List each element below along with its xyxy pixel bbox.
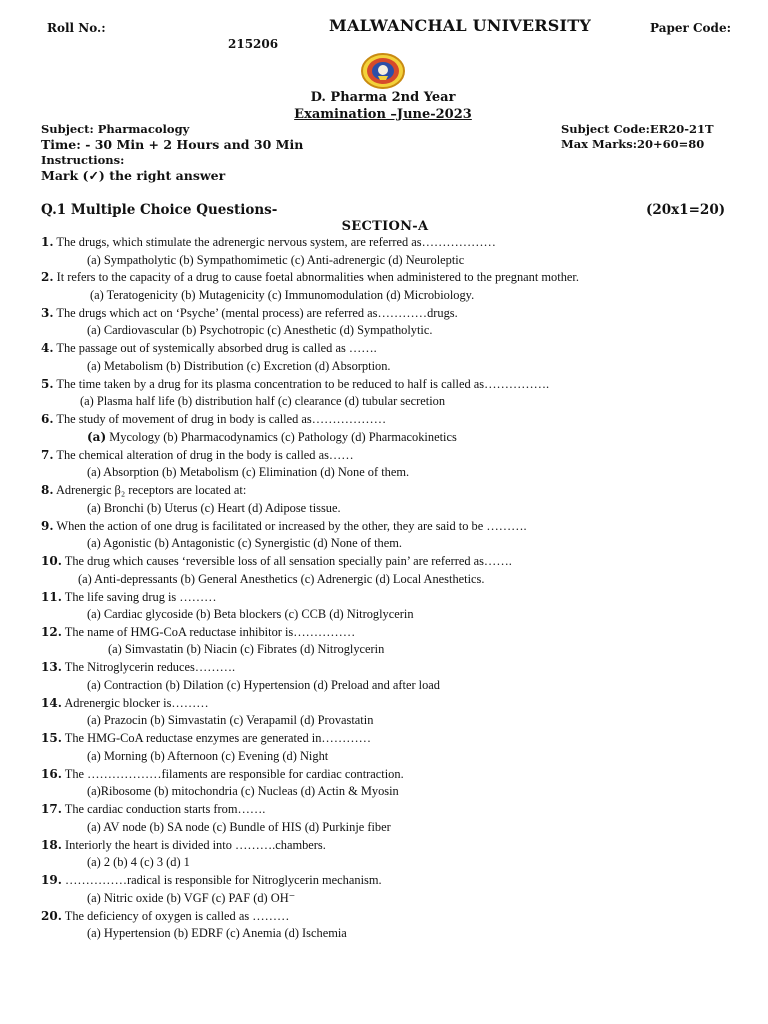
question-7 [41, 448, 741, 462]
question-text: The study of movement of drug in body is called as……………… [56, 412, 387, 427]
exam-line: Examination –June-2023 [294, 107, 472, 122]
question-text: Adrenergic β₂ receptors are located at: [55, 483, 247, 498]
roll-number: 215206 [228, 37, 279, 51]
question-10 [41, 554, 741, 568]
option-text: (a) AV node (b) SA node (c) Bundle of HIS (d) Purkinje fiber [87, 819, 391, 834]
question-number: 16. [41, 766, 62, 781]
question-11 [41, 590, 741, 604]
answer-options-10[interactable] [78, 572, 768, 586]
answer-options-15[interactable] [87, 749, 768, 763]
answer-options-9[interactable] [87, 536, 768, 550]
answer-options-5[interactable] [80, 394, 768, 408]
question-number: 14. [41, 695, 62, 710]
question-number: 3. [41, 305, 54, 320]
question-15 [41, 731, 741, 745]
question-2 [41, 270, 741, 284]
question-number: 7. [41, 447, 54, 462]
question-text: The deficiency of oxygen is called as ……… [64, 908, 290, 923]
option-text: (a) Contraction (b) Dilation (c) Hypertension (d) Preload and after load [87, 677, 441, 692]
answer-options-6[interactable] [87, 430, 768, 444]
option-text: (a) Agonistic (b) Antagonistic (c) Synergistic (d) None of them. [87, 536, 402, 551]
question-number: 4. [41, 341, 54, 356]
question-8 [41, 483, 741, 497]
question-number: 9. [41, 518, 54, 533]
question-20 [41, 909, 741, 923]
option-text: (a) Bronchi (b) Uterus (c) Heart (d) Adipose tissue. [87, 500, 341, 515]
subject: Subject: Pharmacology [41, 122, 190, 136]
paper-code-label: Paper Code: [650, 21, 732, 35]
question-number: 17. [41, 802, 62, 817]
answer-options-13[interactable] [87, 678, 768, 692]
question-text: The Nitroglycerin reduces………. [64, 660, 236, 675]
question-4 [41, 341, 741, 355]
question-number: 12. [41, 624, 62, 639]
option-text: (a) Cardiac glycoside (b) Beta blockers (c) CCB (d) Nitroglycerin [87, 607, 414, 621]
time-allowed: Time: - 30 Min + 2 Hours and 30 Min [41, 137, 304, 152]
question-16 [41, 767, 741, 781]
answer-options-19[interactable] [87, 891, 768, 905]
question-number: 1. [41, 235, 54, 249]
question-text: The cardiac conduction starts from……. [64, 802, 266, 817]
question-13 [41, 660, 741, 674]
question-text: The ………………filaments are responsible for cardiac contraction. [64, 766, 404, 781]
option-text: (a) Teratogenicity (b) Mutagenicity (c) Immunomodulation (d) Microbiology. [90, 287, 475, 302]
question-marks: (20x1=20) [646, 202, 726, 218]
question-text: ……………radical is responsible for Nitroglycerin mechanism. [65, 873, 382, 888]
question-text: The drug which causes ‘reversible loss of all sensation specially pain’ are referred as……. [64, 554, 512, 569]
answer-options-17[interactable] [87, 820, 768, 834]
question-12 [41, 625, 741, 639]
answer-options-3[interactable] [87, 323, 768, 337]
option-text: (a) Anti-depressants (b) General Anesthetics (c) Adrenergic (d) Local Anesthetics. [78, 571, 485, 586]
question-number: 18. [41, 837, 62, 852]
question-number: 10. [41, 554, 62, 569]
question-text: When the action of one drug is facilitated or increased by the other, they are said to be ………. [56, 518, 527, 533]
university-logo [359, 52, 407, 90]
answer-options-16[interactable] [87, 784, 768, 798]
question-17 [41, 802, 741, 816]
class-line: D. Pharma 2nd Year [310, 90, 456, 105]
question-number: 8. [41, 483, 54, 498]
option-text: (a) Absorption (b) Metabolism (c) Elimination (d) None of them. [87, 465, 410, 480]
subject-code: Subject Code:ER20-21T [561, 122, 714, 136]
roll-label: Roll No.: [47, 21, 106, 35]
option-text: (a) Cardiovascular (b) Psychotropic (c) Anesthetic (d) Sympatholytic. [87, 323, 433, 338]
question-number: 19. [41, 873, 62, 888]
answer-options-12[interactable] [108, 642, 768, 656]
option-text: (a)Ribosome (b) mitochondria (c) Nucleas (d) Actin & Myosin [87, 784, 399, 799]
option-text: (a) Simvastatin (b) Niacin (c) Fibrates (d) Nitroglycerin [108, 642, 385, 657]
answer-options-20[interactable] [87, 926, 768, 940]
question-number: 11. [41, 589, 62, 604]
university-name: MALWANCHAL UNIVERSITY [329, 16, 591, 35]
question-number: 6. [41, 412, 54, 427]
mark-instruction: Mark (✓) the right answer [41, 168, 226, 183]
answer-options-18[interactable] [87, 855, 768, 869]
answer-options-11[interactable] [87, 607, 768, 621]
question-text: The HMG-CoA reductase enzymes are generated in………… [64, 731, 371, 746]
answer-options-1[interactable] [87, 253, 768, 267]
question-5 [41, 377, 741, 391]
question-text: It refers to the capacity of a drug to cause foetal abnormalities when administered to the pregnant mother. [56, 270, 579, 285]
question-text: The passage out of systemically absorbed drug is called as ……. [56, 341, 377, 356]
question-number: 15. [41, 731, 62, 746]
answer-options-14[interactable] [87, 713, 768, 727]
option-text: (a) Sympatholytic (b) Sympathomimetic (c) Anti-adrenergic (d) Neuroleptic [87, 252, 465, 267]
question-text: Interiorly the heart is divided into ……….chambers. [65, 837, 326, 852]
answer-options-8[interactable] [87, 501, 768, 515]
question-14 [41, 696, 741, 710]
question-heading: Q.1 Multiple Choice Questions- [41, 202, 278, 218]
question-number: 20. [41, 908, 62, 923]
option-prefix: (a) [87, 429, 107, 444]
question-number: 5. [41, 376, 54, 391]
question-9 [41, 519, 741, 533]
question-text: Adrenergic blocker is……… [64, 695, 209, 710]
option-text: (a) Prazocin (b) Simvastatin (c) Verapamil (d) Provastatin [87, 713, 374, 728]
question-text: The time taken by a drug for its plasma concentration to be reduced to half is called as……………. [56, 376, 550, 391]
answer-options-4[interactable] [87, 359, 768, 373]
question-text: The chemical alteration of drug in the body is called as…… [56, 447, 354, 462]
option-text: (a) Metabolism (b) Distribution (c) Excretion (d) Absorption. [87, 358, 391, 373]
question-text: The name of HMG-CoA reductase inhibitor is…………… [64, 624, 356, 639]
question-19 [41, 873, 741, 887]
option-text: (a) Plasma half life (b) distribution half (c) clearance (d) tubular secretion [80, 394, 446, 409]
question-text: The drugs which act on ‘Psyche’ (mental process) are referred as…………drugs. [56, 305, 458, 320]
question-6 [41, 412, 741, 426]
answer-options-7[interactable] [87, 465, 768, 479]
question-number: 2. [41, 270, 54, 285]
question-1 [41, 235, 741, 249]
question-18 [41, 838, 741, 852]
section-title: SECTION-A [341, 219, 429, 234]
answer-options-2[interactable] [90, 288, 768, 302]
option-text: (a) Morning (b) Afternoon (c) Evening (d) Night [87, 748, 329, 763]
option-text: (a) Hypertension (b) EDRF (c) Anemia (d) Ischemia [87, 926, 347, 941]
option-text: (a) 2 (b) 4 (c) 3 (d) 1 [87, 855, 190, 870]
instructions-label: Instructions: [41, 153, 125, 167]
question-number: 13. [41, 660, 62, 675]
question-text: The drugs, which stimulate the adrenergic nervous system, are referred as……………… [56, 235, 496, 249]
option-text: (a) Nitric oxide (b) VGF (c) PAF (d) OH⁻ [87, 890, 296, 905]
question-3 [41, 306, 741, 320]
option-text: Mycology (b) Pharmacodynamics (c) Pathology (d) Pharmacokinetics [106, 429, 457, 444]
max-marks: Max Marks:20+60=80 [561, 137, 705, 151]
question-text: The life saving drug is ……… [64, 589, 217, 604]
